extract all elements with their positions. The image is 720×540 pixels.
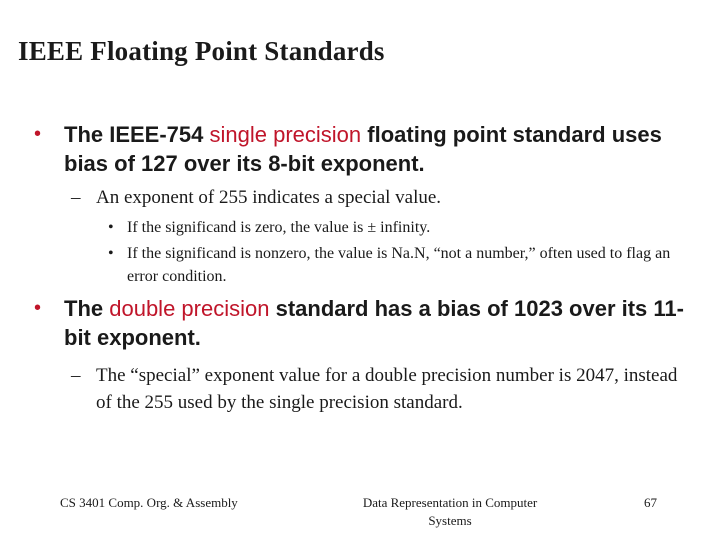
- sub-sub-bullet-zero: [108, 216, 687, 239]
- dash-marker: –: [71, 365, 81, 386]
- bullet-marker: •: [34, 297, 42, 319]
- bullet-marker: •: [108, 245, 114, 262]
- bullet-marker: •: [34, 123, 42, 145]
- bullet-single-precision: [34, 120, 704, 178]
- highlight-double-precision: double precision: [109, 296, 270, 321]
- sub-bullet-text: An exponent of 255 indicates a special value.: [96, 187, 442, 208]
- bullet-text-post: floating point standard uses bias of 127 over its 8-bit exponent.: [64, 122, 662, 176]
- sub-bullet-exponent-255: [71, 184, 696, 211]
- bullet-marker: •: [108, 219, 114, 236]
- highlight-single-precision: single precision: [209, 122, 362, 147]
- footer-course: CS 3401 Comp. Org. & Assembly: [60, 495, 238, 510]
- sub-sub-bullet-nonzero: [108, 242, 687, 288]
- bullet-text-pre: The IEEE-754: [64, 122, 210, 147]
- page-number: 67: [644, 495, 657, 510]
- sub-bullet-special-exponent: [71, 362, 696, 416]
- footer-topic: Data Representation in Computer Systems: [362, 495, 538, 528]
- slide-title: IEEE Floating Point Standards: [18, 36, 385, 66]
- bullet-text-pre: The: [64, 296, 110, 321]
- dash-marker: –: [71, 187, 81, 208]
- sub-bullet-text: The “special” exponent value for a double precision number is 2047, instead of the 255 used by the single precision standard.: [96, 365, 678, 413]
- bullet-double-precision: [34, 294, 704, 352]
- sub-sub-bullet-text: If the significand is nonzero, the value is Na.N, “not a number,” often used to flag an error condition.: [127, 245, 671, 285]
- sub-sub-bullet-text: If the significand is zero, the value is ± infinity.: [127, 219, 431, 236]
- bullet-text-post: standard has a bias of 1023 over its 11-bit exponent.: [64, 296, 684, 350]
